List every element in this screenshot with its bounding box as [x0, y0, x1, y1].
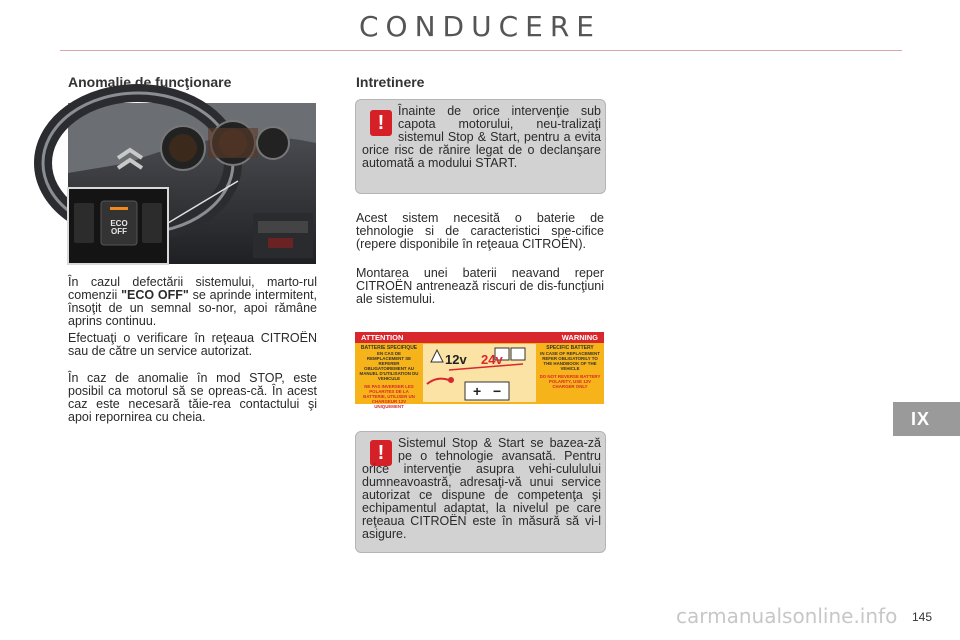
chapter-tab — [893, 402, 960, 436]
paragraph-battery-spec: Acest sistem necesită o baterie de tehnologie si de caracteristici spe-cifice (repere disponibile în reţeaua CITROËN). — [356, 211, 604, 251]
warning-hood-body: Înainte de orice intervenţie sub capota motorului, neu-tralizaţi sistemul Stop & Start, pentru a evita orice risc de rănire legat de o declanşare automată a modului START. — [362, 104, 601, 170]
label-12v: 12v — [445, 352, 467, 367]
paragraph-check-network: Efectuaţi o verificare în reţeaua CITROËN sau de către un service autorizat. — [68, 331, 317, 358]
off-label: OFF — [111, 227, 127, 236]
section-heading-maintenance: Intretinere — [356, 74, 425, 90]
paragraph-stop-mode: În caz de anomalie în mod STOP, este posibil ca motorul să se opreas-că. În acest caz este necesară tăie-rea contactului şi apoi repornirea cu cheia. — [68, 371, 317, 424]
battery-warning-label — [355, 332, 604, 409]
exclamation-warning-icon: ! — [370, 110, 392, 136]
icon-spacer — [362, 105, 398, 143]
warning-service-text — [362, 437, 601, 541]
label-warning: WARNING — [561, 333, 598, 342]
watermark: carmanualsonline.info — [676, 604, 898, 628]
label-en-text: IN CASE OF REPLACEMENT REFER OBLIGATORILY TO THE HANDBOOK OF THE VEHICLE — [540, 351, 600, 371]
dashboard-illustration — [68, 103, 316, 264]
label-24v: 24v — [481, 352, 503, 367]
eco-label: ECO — [110, 219, 128, 228]
paragraph-battery-risk: Montarea unei baterii neavand reper CITROËN antrenează riscuri de dis-funcţiuni ale sistemului. — [356, 266, 604, 306]
dashboard-photo — [68, 103, 316, 264]
exclamation-warning-icon: ! — [370, 440, 392, 466]
paragraph-eco-off-text-b: se aprinde intermitent, însoţit de un semnal so-nor, apoi rămâne aprins continuu. — [68, 288, 317, 328]
label-en-red: DO NOT REVERSE BATTERY POLARITY, USE 12V CHARGER ONLY — [539, 374, 601, 389]
label-fr-red: NE PAS INVERSER LES POLARITES DE LA BATTERIE, UTILISER UN CHARGEUR 12V UNIQUEMENT — [363, 384, 415, 409]
page-number: 145 — [912, 610, 933, 624]
warning-service-body: Sistemul Stop & Start se bazea-ză pe o tehnologie avansată. Pentru orice intervenţie asupra vehi-cululului dumneavoastră, adresaţi-vă unui service autorizat ce dispune de competenţa şi echipamentul adaptat, la nivelul pe care reţeaua CITROËN este în măsură să vi-l asigure. — [362, 436, 601, 541]
label-en-block — [539, 346, 601, 389]
label-attention: ATTENTION — [361, 333, 404, 342]
label-fr-specific: BATTERIE SPECIFIQUE — [360, 345, 418, 351]
label-en-specific: SPECIFIC BATTERY — [546, 345, 594, 351]
eco-off-button — [101, 220, 137, 236]
label-fr-block — [358, 346, 420, 409]
label-plus: + — [473, 383, 482, 399]
warning-box-service — [355, 431, 606, 553]
label-minus: − — [493, 383, 502, 399]
header-divider — [60, 50, 902, 51]
eco-off-emphasis: "ECO OFF" — [121, 288, 189, 302]
chapter-number: IX — [910, 409, 930, 429]
label-center-panel — [423, 344, 536, 402]
icon-spacer — [362, 437, 398, 462]
warning-hood-text — [362, 105, 601, 170]
warning-box-hood — [355, 99, 606, 194]
paragraph-eco-off-text-a: În cazul defectării sistemului, marto-rul comenzii — [68, 275, 317, 302]
page-title: CONDUCERE — [359, 10, 601, 43]
label-fr-text: EN CAS DE REMPLACEMENT SE REFERER OBLIGATOIREMENT AU MANUEL D'UTILISATION DU VEHICULE — [359, 351, 419, 381]
paragraph-eco-off — [68, 276, 317, 328]
section-heading-malfunction: Anomalie de funcţionare — [68, 74, 232, 90]
